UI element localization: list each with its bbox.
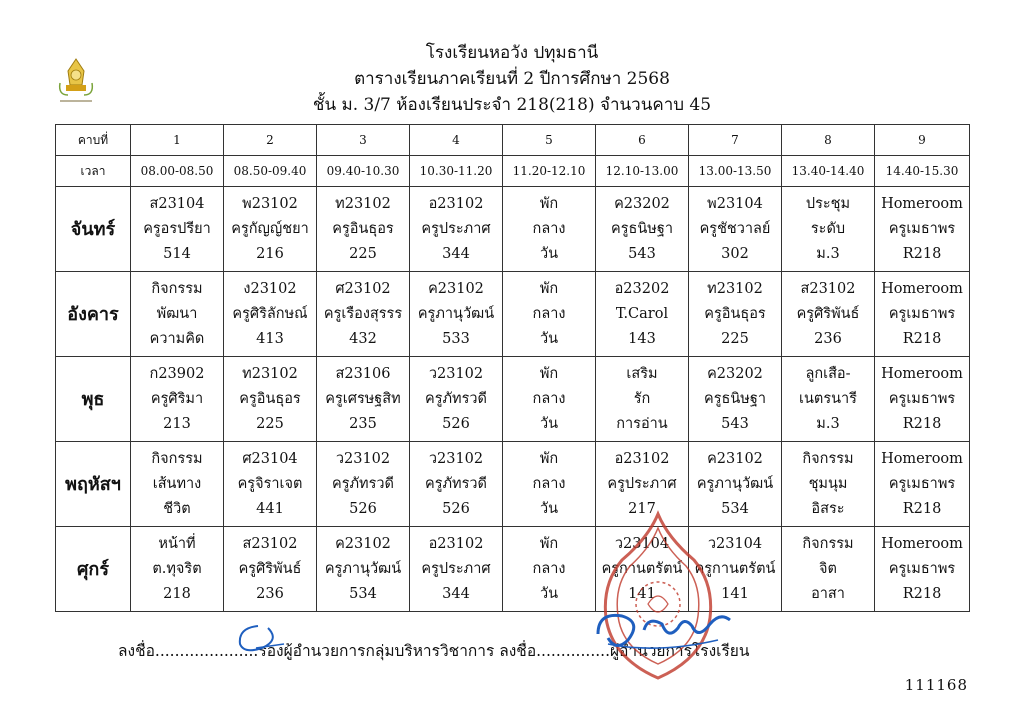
day-row bbox=[56, 442, 970, 527]
teacher-name: ครูภานุวัฒน์ bbox=[417, 305, 495, 322]
room-number: R218 bbox=[902, 245, 942, 262]
day-label: พุธ bbox=[56, 357, 131, 442]
teacher-name: ครูกานตรัตน์ bbox=[601, 560, 683, 577]
time-range: 11.20-12.10 bbox=[503, 156, 596, 187]
teacher-name: ครูศิริมา bbox=[150, 390, 204, 407]
room-number: 543 bbox=[721, 415, 749, 432]
teacher-name: ครูภานุวัฒน์ bbox=[324, 560, 402, 577]
subject-code: ค23202 bbox=[614, 195, 670, 212]
day-label: ศุกร์ bbox=[56, 527, 131, 612]
period-number: 3 bbox=[317, 125, 410, 156]
subject-code: ส23102 bbox=[800, 280, 856, 297]
class-cell bbox=[689, 187, 782, 272]
room-number: 441 bbox=[256, 500, 284, 517]
time-range: 08.00-08.50 bbox=[131, 156, 224, 187]
subject-code: Homeroom bbox=[881, 365, 963, 382]
teacher-name: ครูภัทรวดี bbox=[425, 390, 487, 407]
class-cell bbox=[875, 442, 970, 527]
subject-code: พัก bbox=[539, 535, 559, 552]
subject-code: Homeroom bbox=[881, 195, 963, 212]
class-cell bbox=[410, 442, 503, 527]
teacher-name: พัฒนา bbox=[156, 305, 198, 322]
room-number: 141 bbox=[721, 585, 749, 602]
teacher-name: ครูเมธาพร bbox=[888, 475, 956, 492]
subject-code: กิจกรรม bbox=[151, 280, 203, 297]
timetable-body bbox=[56, 125, 970, 612]
subject-code: Homeroom bbox=[881, 280, 963, 297]
room-number: 526 bbox=[442, 415, 470, 432]
teacher-name: เนตรนารี bbox=[799, 390, 857, 407]
teacher-name: ครูธนิษฐา bbox=[704, 390, 766, 407]
subject-code: Homeroom bbox=[881, 535, 963, 552]
room-number: 236 bbox=[814, 330, 842, 347]
subject-code: อ23102 bbox=[428, 195, 484, 212]
class-cell bbox=[410, 527, 503, 612]
room-number: 235 bbox=[349, 415, 377, 432]
teacher-name: ครูภัทรวดี bbox=[332, 475, 394, 492]
time-range: 12.10-13.00 bbox=[596, 156, 689, 187]
time-row bbox=[56, 156, 970, 187]
subject-code: ส23102 bbox=[242, 535, 298, 552]
room-number: 143 bbox=[628, 330, 656, 347]
class-cell bbox=[410, 272, 503, 357]
class-cell bbox=[317, 187, 410, 272]
room-number: 543 bbox=[628, 245, 656, 262]
time-range: 13.40-14.40 bbox=[782, 156, 875, 187]
room-number: ม.3 bbox=[816, 415, 840, 432]
teacher-name: ครูอรปรียา bbox=[143, 220, 211, 237]
period-number: 6 bbox=[596, 125, 689, 156]
subject-code: ก23902 bbox=[149, 365, 205, 382]
teacher-name: ครูประภาศ bbox=[607, 475, 677, 492]
room-number: 534 bbox=[349, 585, 377, 602]
time-range: 10.30-11.20 bbox=[410, 156, 503, 187]
subject-code: ค23102 bbox=[707, 450, 763, 467]
room-number: วัน bbox=[539, 585, 559, 602]
period-number: 7 bbox=[689, 125, 782, 156]
teacher-name: กลาง bbox=[532, 305, 566, 322]
subject-code: ส23106 bbox=[335, 365, 391, 382]
class-cell bbox=[317, 442, 410, 527]
subject-code: ง23102 bbox=[243, 280, 297, 297]
class-cell bbox=[875, 357, 970, 442]
room-number: อิสระ bbox=[811, 500, 845, 517]
day-row bbox=[56, 357, 970, 442]
teacher-name: ระดับ bbox=[810, 220, 846, 237]
day-row bbox=[56, 272, 970, 357]
teacher-name: จิต bbox=[819, 560, 837, 577]
class-cell bbox=[596, 272, 689, 357]
room-number: ชีวิต bbox=[163, 500, 191, 517]
subject-code: Homeroom bbox=[881, 450, 963, 467]
teacher-name: ครูภัทรวดี bbox=[425, 475, 487, 492]
class-cell bbox=[224, 187, 317, 272]
teacher-name: กลาง bbox=[532, 560, 566, 577]
class-cell bbox=[131, 527, 224, 612]
teacher-name: กลาง bbox=[532, 390, 566, 407]
class-cell bbox=[317, 357, 410, 442]
room-number: ความคิด bbox=[149, 330, 205, 347]
class-info: ชั้น ม. 3/7 ห้องเรียนประจำ 218(218) จำนวนคาบ 45 bbox=[312, 95, 712, 115]
class-cell bbox=[503, 187, 596, 272]
room-number: วัน bbox=[539, 415, 559, 432]
subject-code: ลูกเสือ- bbox=[805, 365, 851, 382]
teacher-name: ต.ทุจริต bbox=[152, 560, 202, 577]
teacher-name: ครูชัชวาลย์ bbox=[699, 220, 771, 237]
signature-line: ลงชื่อ.....................รองผู้อำนวยการกลุ่มบริหารวิชาการ ลงชื่อ...............ผู้อำนวยการโรงเรียน bbox=[118, 642, 750, 660]
subject-code: อ23102 bbox=[614, 450, 670, 467]
deputy-signature bbox=[228, 618, 288, 658]
teacher-name: ครูอินธุอร bbox=[704, 305, 766, 322]
subject-code: เสริม bbox=[626, 365, 658, 382]
class-cell bbox=[503, 442, 596, 527]
class-cell bbox=[689, 357, 782, 442]
room-number: 533 bbox=[442, 330, 470, 347]
teacher-name: กลาง bbox=[532, 220, 566, 237]
class-cell bbox=[782, 357, 875, 442]
teacher-name: ครูเมธาพร bbox=[888, 220, 956, 237]
teacher-name: ครูศิริพันธ์ bbox=[238, 560, 302, 577]
subject-code: ท23102 bbox=[707, 280, 763, 297]
room-number: 213 bbox=[163, 415, 191, 432]
room-number: 526 bbox=[442, 500, 470, 517]
teacher-name: กลาง bbox=[532, 475, 566, 492]
subject-code: หน้าที่ bbox=[158, 535, 196, 552]
class-cell bbox=[596, 187, 689, 272]
room-number: 216 bbox=[256, 245, 284, 262]
teacher-name: ครูเมธาพร bbox=[888, 305, 956, 322]
room-number: 514 bbox=[163, 245, 191, 262]
room-number: วัน bbox=[539, 500, 559, 517]
subject-code: ท23102 bbox=[242, 365, 298, 382]
subject-code: ว23102 bbox=[428, 365, 484, 382]
class-cell bbox=[317, 272, 410, 357]
room-number: R218 bbox=[902, 585, 942, 602]
school-name: โรงเรียนหอวัง ปทุมธานี bbox=[425, 43, 599, 63]
class-cell bbox=[503, 357, 596, 442]
room-number: วัน bbox=[539, 330, 559, 347]
room-number: อาสา bbox=[811, 585, 845, 602]
class-cell bbox=[782, 187, 875, 272]
subject-code: ว23104 bbox=[707, 535, 763, 552]
class-cell bbox=[410, 187, 503, 272]
period-number: 5 bbox=[503, 125, 596, 156]
room-number: 217 bbox=[628, 500, 656, 517]
teacher-name: ครูเศรษฐสิท bbox=[325, 390, 401, 407]
subject-code: ส23104 bbox=[149, 195, 205, 212]
class-cell bbox=[875, 272, 970, 357]
subject-code: กิจกรรม bbox=[802, 535, 854, 552]
subject-code: ค23102 bbox=[335, 535, 391, 552]
teacher-name: T.Carol bbox=[615, 305, 669, 322]
time-range: 13.00-13.50 bbox=[689, 156, 782, 187]
document-header bbox=[0, 40, 1024, 118]
room-number: 413 bbox=[256, 330, 284, 347]
teacher-name: ครูกัญญ์ชยา bbox=[231, 220, 309, 237]
room-number: 534 bbox=[721, 500, 749, 517]
subject-code: ประชุม bbox=[805, 195, 851, 212]
teacher-name: ครูกานตรัตน์ bbox=[694, 560, 776, 577]
room-number: R218 bbox=[902, 500, 942, 517]
day-row bbox=[56, 527, 970, 612]
class-cell bbox=[224, 527, 317, 612]
class-cell bbox=[410, 357, 503, 442]
room-number: R218 bbox=[902, 330, 942, 347]
subject-code: อ23102 bbox=[428, 535, 484, 552]
subject-code: ท23102 bbox=[335, 195, 391, 212]
class-cell bbox=[131, 442, 224, 527]
class-cell bbox=[131, 272, 224, 357]
day-label: อังคาร bbox=[56, 272, 131, 357]
schedule-title: ตารางเรียนภาคเรียนที่ 2 ปีการศึกษา 2568 bbox=[354, 69, 670, 89]
subject-code: พัก bbox=[539, 280, 559, 297]
period-label: คาบที่ bbox=[56, 125, 131, 156]
subject-code: พัก bbox=[539, 195, 559, 212]
teacher-name: ครูจิราเจต bbox=[237, 475, 303, 492]
class-cell bbox=[782, 442, 875, 527]
class-cell bbox=[224, 357, 317, 442]
room-number: 225 bbox=[256, 415, 284, 432]
time-range: 14.40-15.30 bbox=[875, 156, 970, 187]
teacher-name: ชุมนุม bbox=[808, 475, 848, 492]
subject-code: ว23102 bbox=[335, 450, 391, 467]
teacher-name: ครูธนิษฐา bbox=[611, 220, 673, 237]
teacher-name: ครูเรืองสุรรร bbox=[323, 305, 403, 322]
teacher-name: ครูเมธาพร bbox=[888, 560, 956, 577]
period-number: 9 bbox=[875, 125, 970, 156]
time-label: เวลา bbox=[56, 156, 131, 187]
time-range: 08.50-09.40 bbox=[224, 156, 317, 187]
period-number: 1 bbox=[131, 125, 224, 156]
room-number: 526 bbox=[349, 500, 377, 517]
class-cell bbox=[131, 187, 224, 272]
class-cell bbox=[224, 442, 317, 527]
subject-code: ค23202 bbox=[707, 365, 763, 382]
subject-code: กิจกรรม bbox=[151, 450, 203, 467]
day-label: จันทร์ bbox=[56, 187, 131, 272]
subject-code: ค23102 bbox=[428, 280, 484, 297]
class-cell bbox=[782, 272, 875, 357]
document-code: 111168 bbox=[904, 676, 968, 694]
period-row bbox=[56, 125, 970, 156]
room-number: 225 bbox=[349, 245, 377, 262]
teacher-name: ครูอินธุอร bbox=[239, 390, 301, 407]
class-cell bbox=[224, 272, 317, 357]
class-cell bbox=[875, 187, 970, 272]
subject-code: ว23102 bbox=[428, 450, 484, 467]
teacher-name: รัก bbox=[633, 390, 651, 407]
teacher-name: ครูอินธุอร bbox=[332, 220, 394, 237]
day-row bbox=[56, 187, 970, 272]
class-cell bbox=[689, 272, 782, 357]
room-number: 302 bbox=[721, 245, 749, 262]
teacher-name: ครูประภาศ bbox=[421, 220, 491, 237]
subject-code: พัก bbox=[539, 450, 559, 467]
room-number: 218 bbox=[163, 585, 191, 602]
period-number: 2 bbox=[224, 125, 317, 156]
room-number: 344 bbox=[442, 245, 470, 262]
room-number: 344 bbox=[442, 585, 470, 602]
class-cell bbox=[503, 527, 596, 612]
room-number: การอ่าน bbox=[616, 415, 668, 432]
subject-code: อ23202 bbox=[614, 280, 670, 297]
subject-code: พ23104 bbox=[707, 195, 763, 212]
subject-code: ว23104 bbox=[614, 535, 670, 552]
subject-code: ศ23104 bbox=[242, 450, 298, 467]
teacher-name: ครูศิริลักษณ์ bbox=[232, 305, 308, 322]
time-range: 09.40-10.30 bbox=[317, 156, 410, 187]
teacher-name: ครูเมธาพร bbox=[888, 390, 956, 407]
teacher-name: ครูประภาศ bbox=[421, 560, 491, 577]
class-cell bbox=[782, 527, 875, 612]
class-cell bbox=[503, 272, 596, 357]
subject-code: ศ23102 bbox=[335, 280, 391, 297]
timetable bbox=[55, 124, 970, 612]
teacher-name: ครูภานุวัฒน์ bbox=[696, 475, 774, 492]
room-number: วัน bbox=[539, 245, 559, 262]
room-number: 236 bbox=[256, 585, 284, 602]
class-cell bbox=[875, 527, 970, 612]
room-number: 141 bbox=[628, 585, 656, 602]
subject-code: พัก bbox=[539, 365, 559, 382]
room-number: 225 bbox=[721, 330, 749, 347]
class-cell bbox=[317, 527, 410, 612]
room-number: ม.3 bbox=[816, 245, 840, 262]
teacher-name: เส้นทาง bbox=[152, 475, 202, 492]
room-number: 432 bbox=[349, 330, 377, 347]
day-label: พฤหัสฯ bbox=[56, 442, 131, 527]
class-cell bbox=[131, 357, 224, 442]
period-number: 4 bbox=[410, 125, 503, 156]
director-signature bbox=[588, 600, 738, 660]
room-number: R218 bbox=[902, 415, 942, 432]
period-number: 8 bbox=[782, 125, 875, 156]
class-cell bbox=[596, 357, 689, 442]
subject-code: กิจกรรม bbox=[802, 450, 854, 467]
subject-code: พ23102 bbox=[242, 195, 298, 212]
teacher-name: ครูศิริพันธ์ bbox=[796, 305, 860, 322]
